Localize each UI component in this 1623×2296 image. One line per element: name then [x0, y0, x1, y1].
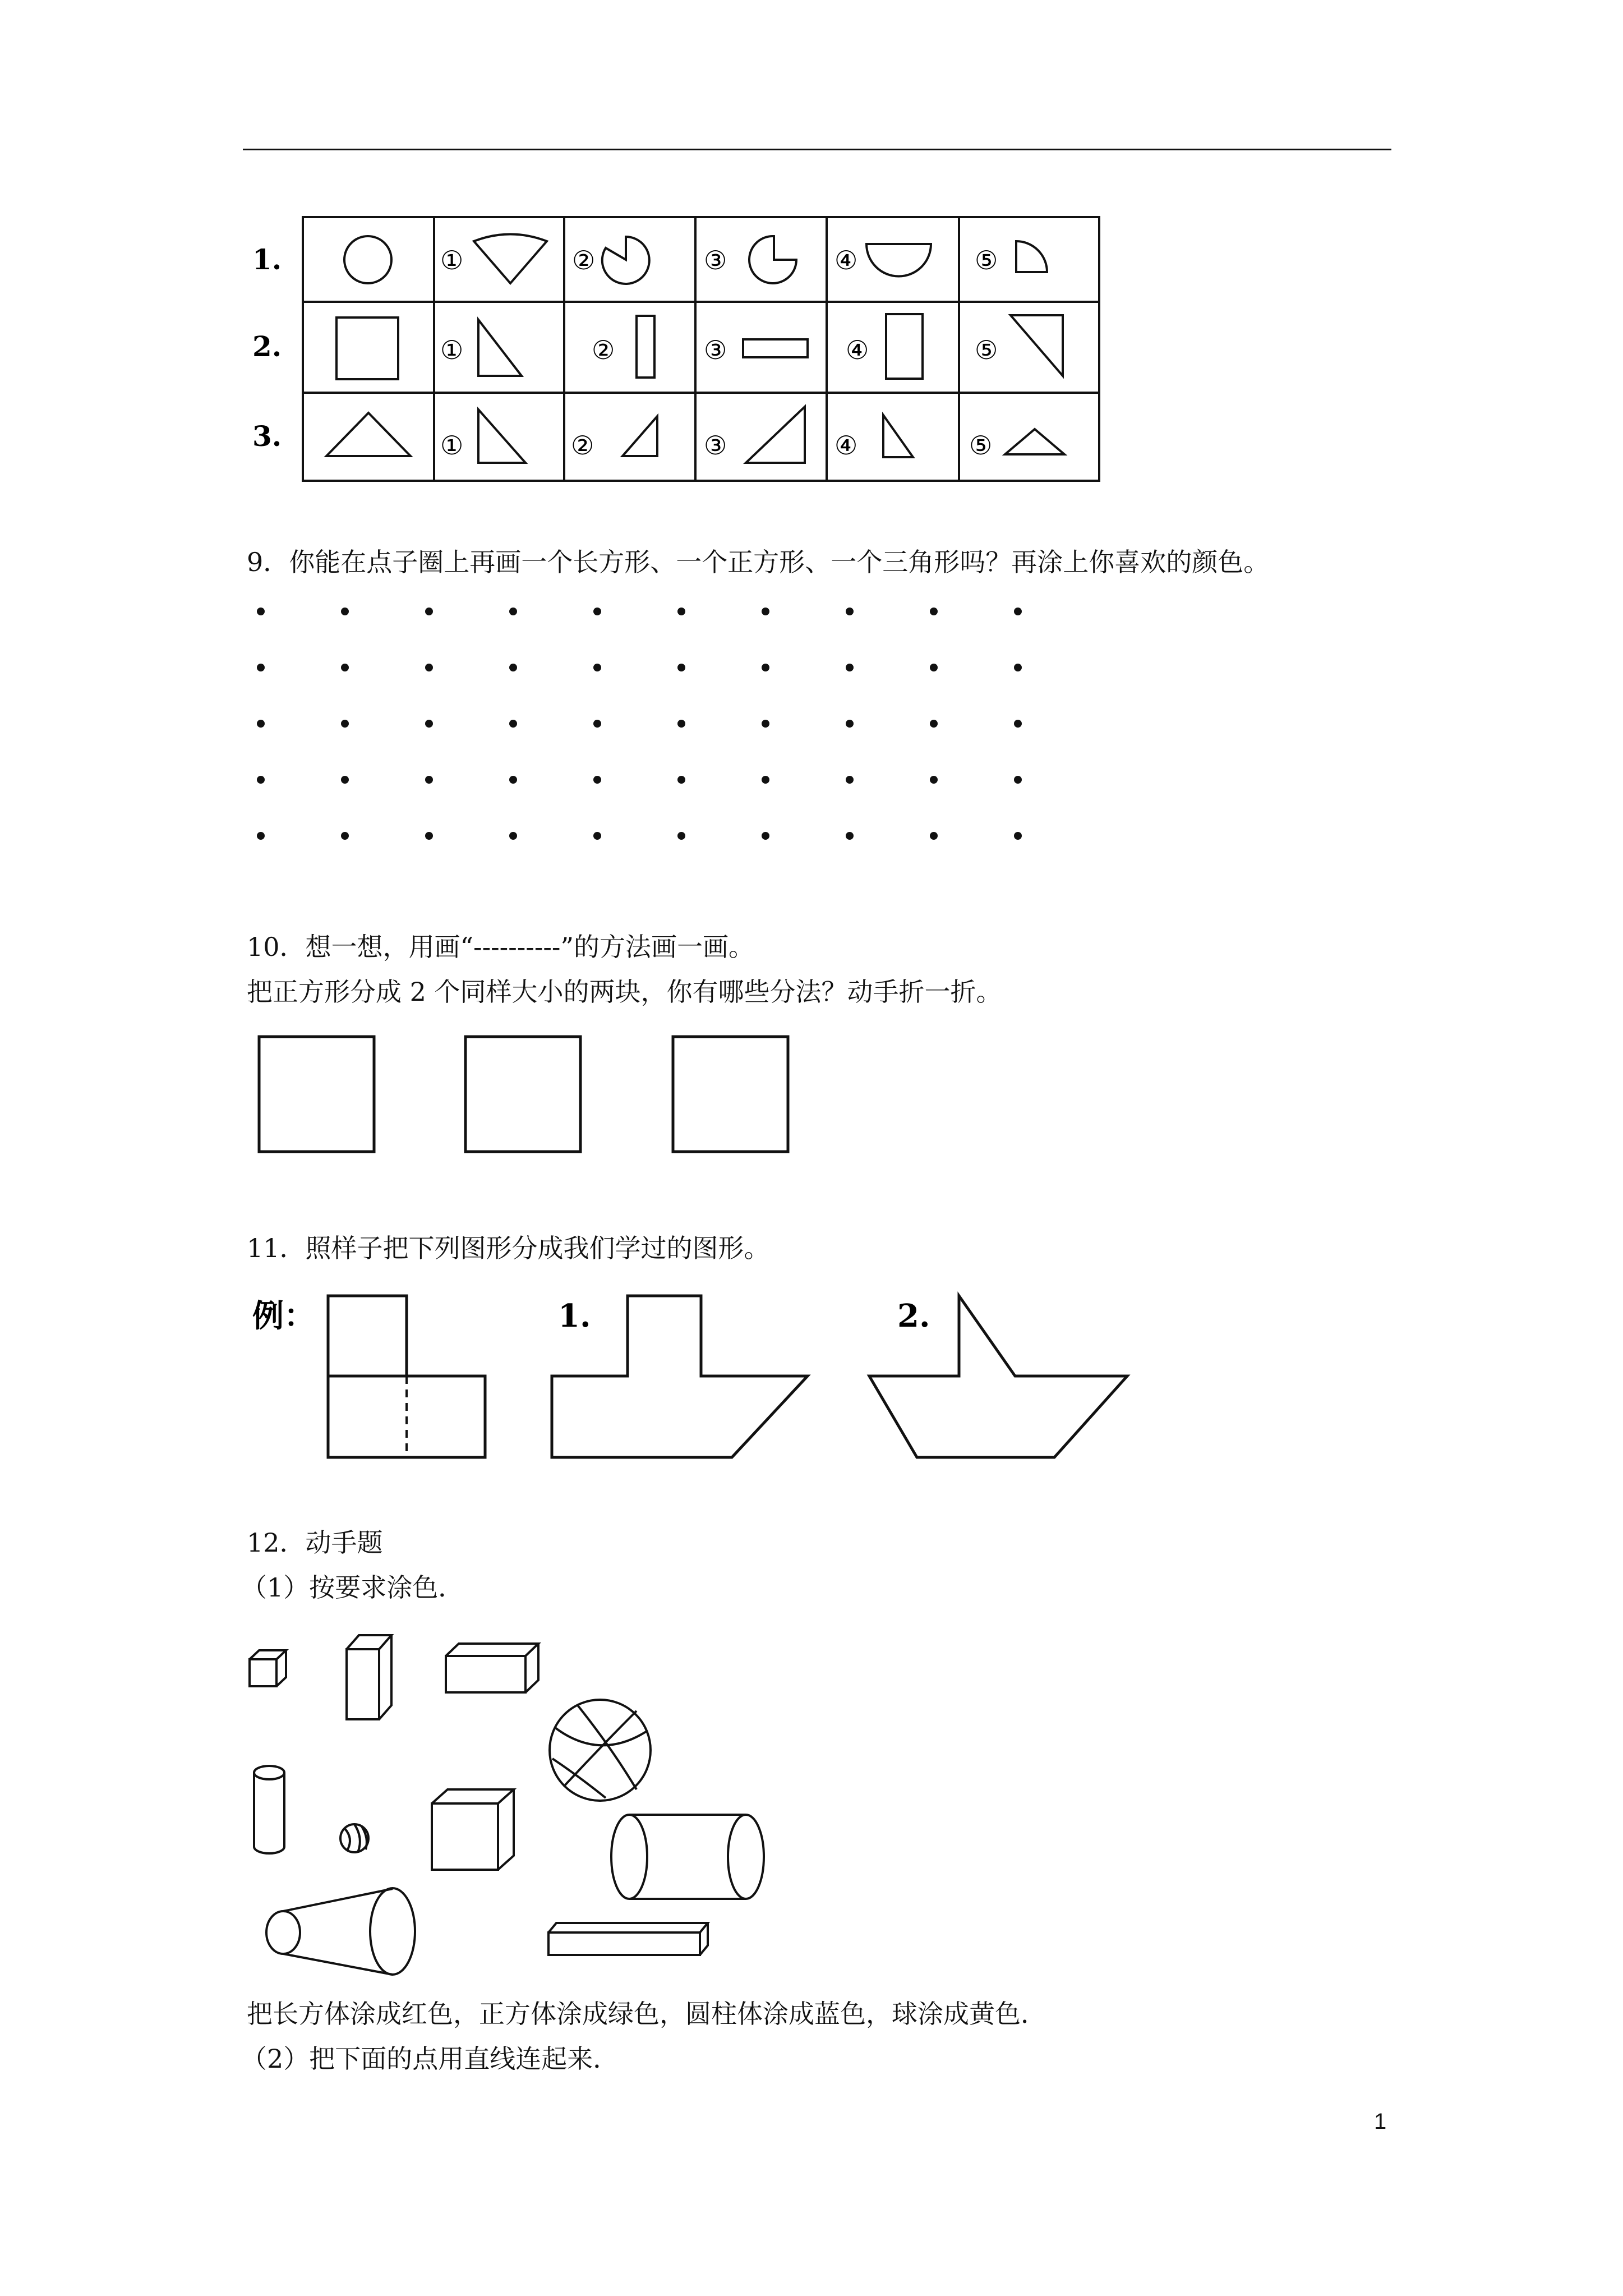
option-number: ④ [846, 335, 869, 365]
dot-grid [241, 589, 1054, 869]
small-ball [340, 1824, 368, 1852]
grid-dot [257, 832, 265, 840]
grid-dot [425, 664, 433, 671]
grid-dot [1014, 608, 1022, 615]
row-label-3: 3. [252, 420, 282, 453]
option-number: ⑤ [975, 335, 998, 365]
shape-matching-table [236, 208, 1099, 488]
square-3 [673, 1037, 788, 1152]
grid-dot [509, 664, 517, 671]
quarter-circle-shape [1016, 241, 1047, 272]
grid-dot [846, 832, 854, 840]
question-12-part-1: （1）按要求涂色． [241, 1572, 464, 1603]
lying-cylinder [611, 1815, 764, 1899]
small-triangle-shape [623, 416, 657, 456]
grid-dot [762, 664, 769, 671]
header-rule [243, 149, 1391, 150]
grid-dot [677, 720, 685, 728]
three-quarter-circle-shape [749, 236, 796, 283]
flat-cuboid [446, 1644, 538, 1692]
grid-dot [509, 608, 517, 615]
option-number: ② [571, 430, 594, 461]
grid-dot [425, 720, 433, 728]
grid-dot [257, 608, 265, 615]
long-flat-cuboid [548, 1923, 708, 1955]
grid-dot [593, 776, 601, 784]
small-right-triangle-shape [883, 415, 913, 457]
option-number: ③ [704, 430, 727, 461]
grid-dot [677, 664, 685, 671]
pie-shape [602, 237, 649, 284]
grid-dot [762, 720, 769, 728]
grid-dot [425, 776, 433, 784]
right-triangle-shape [1011, 315, 1063, 376]
right-triangle-shape [478, 320, 522, 376]
triangle-shape [1005, 429, 1064, 454]
square-1 [259, 1037, 374, 1152]
tall-rectangle-shape [637, 316, 654, 378]
option-number: ④ [834, 245, 858, 275]
page-number: 1 [1374, 2109, 1387, 2134]
grid-dot [593, 720, 601, 728]
question-10-line-1: 10．想一想，用画“----------”的方法画一画。 [247, 932, 754, 962]
grid-dot [846, 664, 854, 671]
grid-dot [677, 832, 685, 840]
grid-dot [341, 720, 349, 728]
grid-dot [1014, 720, 1022, 728]
option-number: ② [592, 335, 615, 365]
cone-frustum [266, 1888, 415, 1975]
grid-dot [509, 720, 517, 728]
question-12-instruction: 把长方体涂成红色，正方体涂成绿色，圆柱体涂成蓝色，球涂成黄色． [247, 1999, 1046, 2029]
grid-dot [341, 832, 349, 840]
grid-dot [677, 608, 685, 615]
grid-dot [677, 776, 685, 784]
grid-dot [593, 608, 601, 615]
solid-shapes-figure [241, 1627, 802, 1986]
grid-dot [930, 720, 938, 728]
grid-dot [930, 608, 938, 615]
grid-dot [425, 608, 433, 615]
grid-dot [257, 664, 265, 671]
grid-dot [846, 776, 854, 784]
grid-dot [257, 720, 265, 728]
grid-dot [762, 608, 769, 615]
grid-dot [1014, 832, 1022, 840]
flat-rectangle-shape [743, 339, 808, 357]
small-cylinder [254, 1766, 284, 1853]
option-number: ① [440, 245, 464, 275]
grid-dot [257, 776, 265, 784]
small-cube [250, 1650, 286, 1686]
right-triangle-shape [746, 407, 805, 463]
figure-1-label: 1. [558, 1297, 591, 1335]
question-12-part-2: （2）把下面的点用直线连起来． [241, 2044, 619, 2074]
squares-to-divide [252, 1031, 813, 1160]
grid-dot [593, 664, 601, 671]
right-triangle-shape [478, 409, 525, 463]
grid-dot [341, 776, 349, 784]
option-number: ① [440, 335, 464, 365]
question-11-text: 11．照样子把下列图形分成我们学过的图形。 [247, 1233, 770, 1263]
example-label: 例： [252, 1297, 315, 1335]
triangle-shape [326, 413, 411, 456]
question-9-text: 9．你能在点子圈上再画一个长方形、一个正方形、一个三角形吗？再涂上你喜欢的颜色。 [247, 547, 1270, 577]
grid-dot [1014, 776, 1022, 784]
basketball [550, 1700, 651, 1801]
grid-dot [930, 832, 938, 840]
rectangle-shape [886, 314, 923, 379]
option-number: ③ [704, 335, 727, 365]
grid-dot [1014, 664, 1022, 671]
grid-dot [846, 720, 854, 728]
cube [432, 1789, 514, 1870]
grid-dot [762, 776, 769, 784]
square-shape [336, 318, 398, 379]
option-number: ⑤ [975, 245, 998, 275]
grid-dot [762, 832, 769, 840]
grid-dot [341, 664, 349, 671]
grid-dot [425, 832, 433, 840]
tall-cuboid [347, 1635, 391, 1719]
sector-shape [474, 234, 547, 284]
shape-division-figures [247, 1285, 1144, 1481]
option-number: ⑤ [969, 430, 993, 461]
row-label-2: 2. [252, 330, 282, 363]
grid-dot [509, 832, 517, 840]
grid-dot [846, 608, 854, 615]
option-number: ③ [704, 245, 727, 275]
question-12-title: 12．动手题 [247, 1527, 383, 1558]
question-10-line-2: 把正方形分成 2 个同样大小的两块，你有哪些分法？动手折一折。 [247, 977, 1002, 1007]
grid-dot [930, 776, 938, 784]
option-number: ② [572, 245, 596, 275]
semicircle-shape [866, 244, 931, 277]
option-number: ① [440, 430, 464, 461]
grid-dot [341, 608, 349, 615]
grid-dot [509, 776, 517, 784]
option-number: ④ [834, 430, 858, 461]
circle-shape [344, 236, 391, 283]
grid-dot [930, 664, 938, 671]
figure-2-label: 2. [897, 1297, 930, 1335]
grid-dot [593, 832, 601, 840]
square-2 [465, 1037, 580, 1152]
row-label-1: 1. [252, 243, 282, 276]
